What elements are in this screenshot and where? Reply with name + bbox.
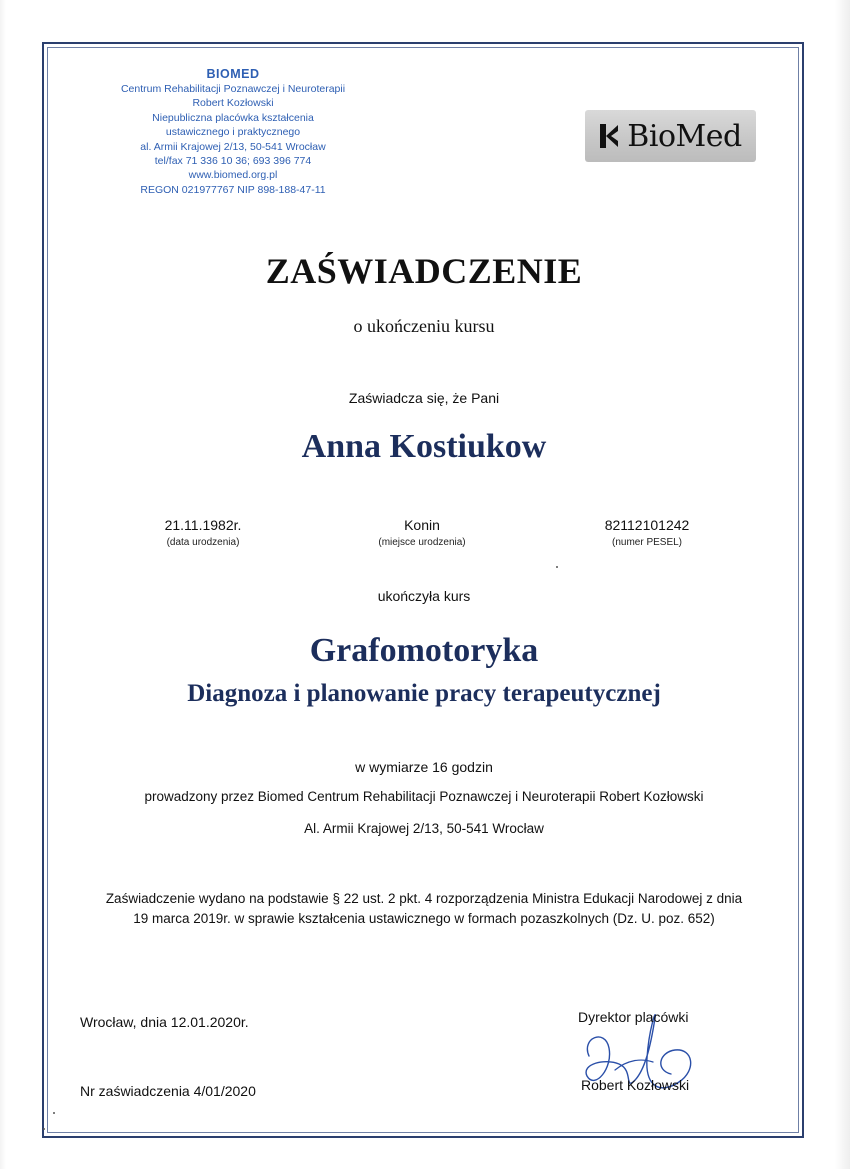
stamp-line: Robert Kozłowski xyxy=(192,97,274,110)
hours-text: w wymiarze 16 godzin xyxy=(355,759,493,775)
stamp-line: ustawicznego i praktycznego xyxy=(165,126,301,139)
scan-speck xyxy=(556,566,558,568)
legal-line: Zaświadczenie wydano na podstawie § 22 ust. 2 pkt. 4 rozporządzenia Ministra Edukacji Narodowej z dnia xyxy=(105,891,743,906)
stamp-line: Niepubliczna placówka kształcenia xyxy=(152,111,314,124)
scan-speck xyxy=(53,1112,55,1114)
logo-text: BioMed xyxy=(627,118,742,154)
stamp-line: www.biomed.org.pl xyxy=(188,169,278,182)
institution-stamp xyxy=(88,66,378,197)
organizer-text: prowadzony przez Biomed Centrum Rehabilitacji Poznawczej i Neuroterapii Robert Kozłowski xyxy=(144,789,704,804)
birth-date-block xyxy=(103,517,303,548)
certificate-number: Nr zaświadczenia 4/01/2020 xyxy=(80,1083,256,1099)
biomed-logo-mark-icon xyxy=(599,123,621,149)
pesel-caption: (numer PESEL) xyxy=(611,537,683,548)
course-title: Grafomotoryka xyxy=(309,632,539,669)
certify-text: Zaświadcza się, że Pani xyxy=(348,390,500,406)
address-text: Al. Armii Krajowej 2/13, 50-541 Wrocław xyxy=(304,821,544,836)
stamp-line: al. Armii Krajowej 2/13, 50-541 Wrocław xyxy=(140,140,326,153)
director-title: Dyrektor placówki xyxy=(578,1009,689,1025)
birth-place-value: Konin xyxy=(404,517,440,533)
birth-place-caption: (miejsce urodzenia) xyxy=(378,537,466,548)
stamp-line: REGON 021977767 NIP 898-188-47-11 xyxy=(140,183,326,196)
completed-text: ukończyła kurs xyxy=(377,588,471,604)
birth-date-caption: (data urodzenia) xyxy=(166,537,240,548)
certificate-title: ZAŚWIADCZENIE xyxy=(265,251,583,291)
birth-place-block xyxy=(322,517,522,548)
scan-speck xyxy=(43,1128,45,1130)
stamp-line: tel/fax 71 336 10 36; 693 396 774 xyxy=(154,155,312,168)
pesel-block xyxy=(547,517,747,548)
birth-date-value: 21.11.1982r. xyxy=(164,517,242,533)
stamp-line: Centrum Rehabilitacji Poznawczej i Neuroterapii xyxy=(120,83,346,95)
legal-line: 19 marca 2019r. w sprawie kształcenia ustawicznego w formach pozaszkolnych (Dz. U. poz. 652) xyxy=(133,911,715,926)
stamp-name: BIOMED xyxy=(206,67,260,81)
course-subtitle: Diagnoza i planowanie pracy terapeutycznej xyxy=(187,680,661,707)
biomed-logo xyxy=(585,110,756,162)
person-name: Anna Kostiukow xyxy=(301,428,547,465)
place-date: Wrocław, dnia 12.01.2020r. xyxy=(80,1014,249,1030)
legal-basis xyxy=(44,889,804,929)
director-name: Robert Kozłowski xyxy=(581,1077,690,1093)
certificate-subtitle: o ukończeniu kursu xyxy=(353,316,495,336)
pesel-value: 82112101242 xyxy=(604,517,690,533)
